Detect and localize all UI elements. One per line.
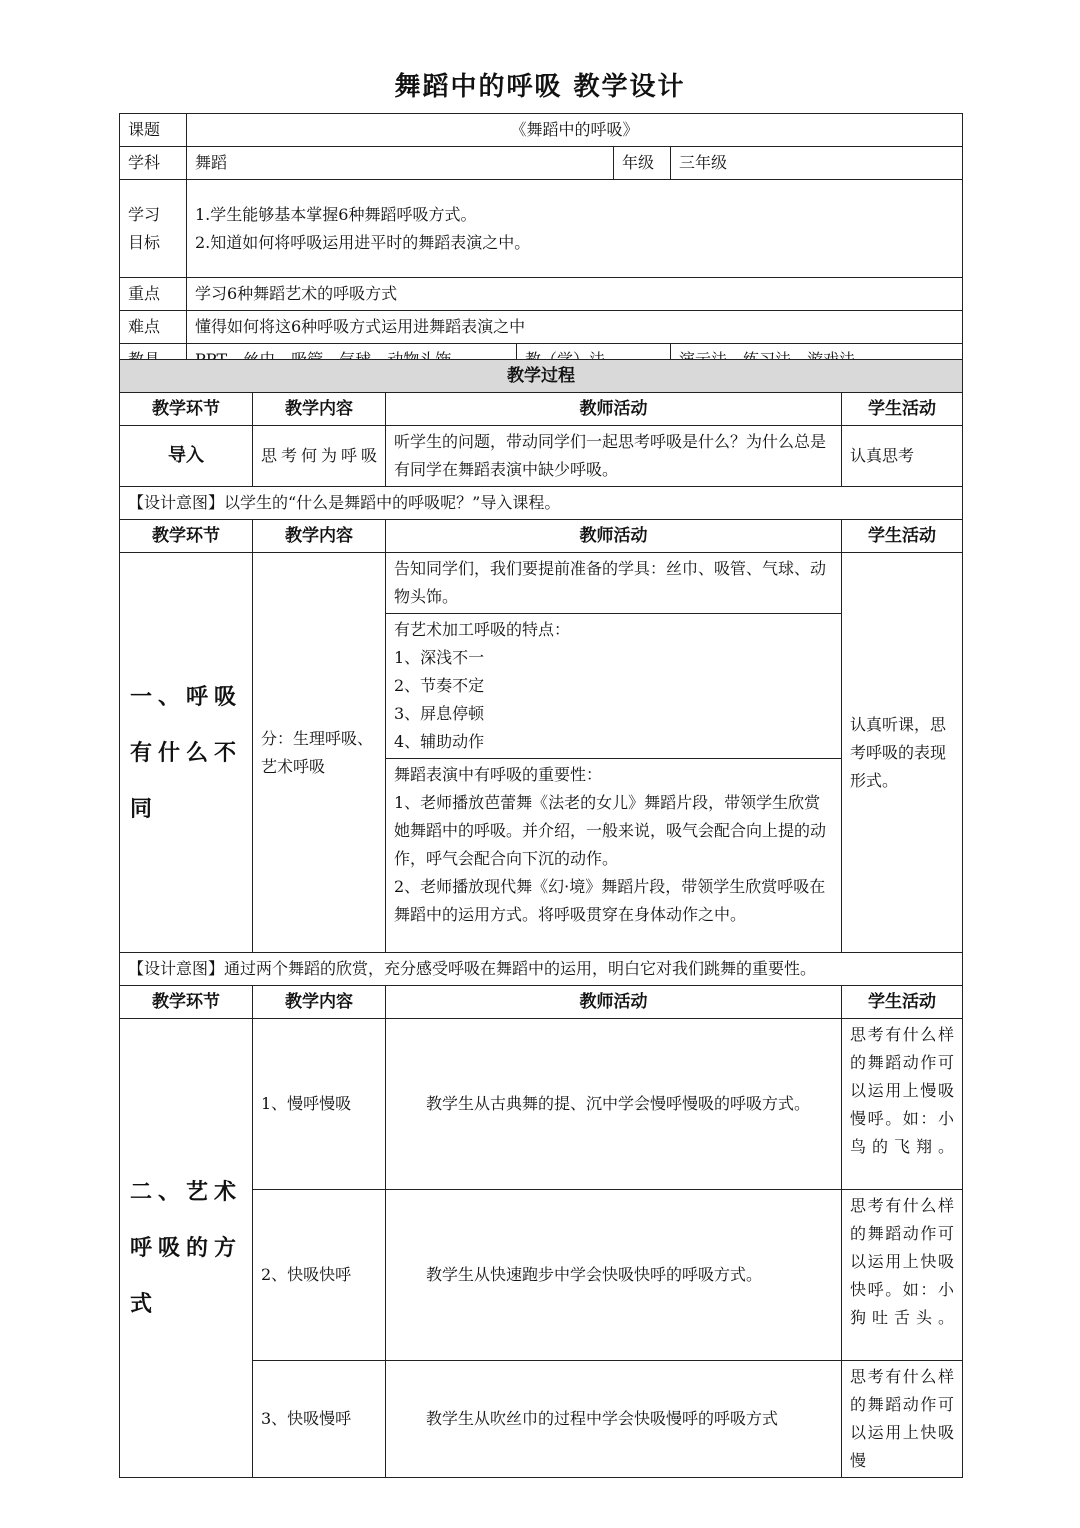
header-teacher: 教师活动 [386,393,842,426]
info-table [119,113,963,377]
subject-label: 学科 [120,147,187,180]
header-content: 教学内容 [253,393,386,426]
section-two-teacher: 教学生从古典舞的提、沉中学会慢呼慢吸的呼吸方式。 [386,1019,842,1190]
goal-item-1: 1.学生能够基本掌握6种舞蹈呼吸方式。 [195,204,477,224]
importance-item-2: 2、老师播放现代舞《幻·境》舞蹈片段，带领学生欣赏呼吸在舞蹈中的运用方式。将呼吸贯穿在身体动作之中。 [394,877,826,924]
header-teacher: 教师活动 [386,986,842,1019]
process-title: 教学过程 [120,360,963,393]
feature-item: 4、辅助动作 [394,732,485,751]
header-stage: 教学环节 [120,986,253,1019]
intro-student: 认真思考 [842,426,963,487]
importance-item-1: 1、老师播放芭蕾舞《法老的女儿》舞蹈片段，带领学生欣赏她舞蹈中的呼吸。并介绍，一般来说，吸气会配合向上提的动作，呼气会配合向下沉的动作。 [394,793,827,868]
intro-teacher: 听学生的问题，带动同学们一起思考呼吸是什么？为什么总是有同学在舞蹈表演中缺少呼吸。 [386,426,842,487]
goals-value [187,180,963,278]
header-student: 学生活动 [842,393,963,426]
feature-item: 1、深浅不一 [394,648,485,667]
difficulty-label: 难点 [120,311,187,344]
section-one-student: 认真听课，思考呼吸的表现形式。 [842,553,963,953]
header-teacher: 教师活动 [386,520,842,553]
difficulty-value: 懂得如何将这6种呼吸方式运用进舞蹈表演之中 [187,311,963,344]
document-title: 舞蹈中的呼吸 教学设计 [394,72,686,102]
section-two-content: 2、快吸快呼 [253,1190,386,1361]
intro-content: 思考何为呼吸 [253,426,386,487]
key-label: 重点 [120,278,187,311]
section-one-content: 分：生理呼吸、艺术呼吸 [253,553,386,953]
feature-item: 2、节奏不定 [394,676,485,695]
teacher-importance-block [386,759,841,931]
goal-item-2: 2.知道如何将呼吸运用进平时的舞蹈表演之中。 [195,232,531,252]
section-one-design-intent: 【设计意图】通过两个舞蹈的欣赏，充分感受呼吸在舞蹈中的运用，明白它对我们跳舞的重要性。 [120,953,963,986]
teacher-features-block [386,614,841,759]
section-one-teacher [386,553,842,953]
section-two-student: 思考有什么样的舞蹈动作可以运用上快吸快呼。如：小狗吐舌头。 [842,1190,963,1361]
importance-title: 舞蹈表演中有呼吸的重要性： [394,765,603,784]
feature-item: 3、屏息停顿 [394,704,485,723]
section-two-teacher: 教学生从快速跑步中学会快吸快呼的呼吸方式。 [386,1190,842,1361]
section-two-student: 思考有什么样的舞蹈动作可以运用上快吸慢 [842,1361,963,1478]
header-student: 学生活动 [842,986,963,1019]
header-content: 教学内容 [253,986,386,1019]
section-two-content: 1、慢呼慢吸 [253,1019,386,1190]
grade-label: 年级 [614,147,671,180]
features-title: 有艺术加工呼吸的特点： [394,620,571,639]
grade-value: 三年级 [671,147,963,180]
header-content: 教学内容 [253,520,386,553]
key-value: 学习6种舞蹈艺术的呼吸方式 [187,278,963,311]
section-two-content: 3、快吸慢呼 [253,1361,386,1478]
header-student: 学生活动 [842,520,963,553]
intro-stage: 导入 [120,426,253,487]
process-table [119,359,963,1478]
goals-label [120,180,187,278]
goals-label-line-2: 目标 [128,232,161,252]
section-two-stage: 二、艺术呼吸的方式 [120,1019,253,1478]
header-stage: 教学环节 [120,520,253,553]
goals-label-line-1: 学习 [128,204,161,224]
topic-value: 《舞蹈中的呼吸》 [187,114,963,147]
teacher-prep-block: 告知同学们，我们要提前准备的学具：丝巾、吸管、气球、动物头饰。 [386,553,841,614]
header-stage: 教学环节 [120,393,253,426]
intro-design-intent: 【设计意图】以学生的“什么是舞蹈中的呼吸呢？”导入课程。 [120,487,963,520]
topic-label: 课题 [120,114,187,147]
section-one-stage: 一、呼吸有什么不同 [120,553,253,953]
section-two-student: 思考有什么样的舞蹈动作可以运用上慢吸慢呼。如：小鸟的飞翔。 [842,1019,963,1190]
subject-value: 舞蹈 [187,147,614,180]
section-two-teacher: 教学生从吹丝巾的过程中学会快吸慢呼的呼吸方式 [386,1361,842,1478]
